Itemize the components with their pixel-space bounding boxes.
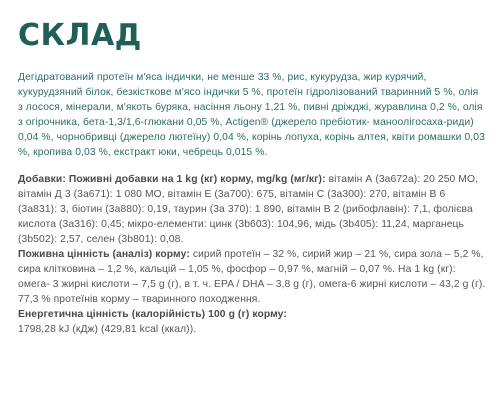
composition-title: СКЛАД <box>18 18 142 53</box>
energy-label: Енергетична цінність (калорійність) 100 g (г) корму: <box>18 309 287 320</box>
additives-label: Добавки: Поживні добавки на 1 kg (кг) корму, mg/kg (мг/кг): <box>18 174 326 185</box>
additives-paragraph <box>18 172 486 247</box>
additives-text: вітамін А (3а672а): 20 250 МО, вітамін Д 3 (3а671): 1 080 МО, вітамін Е (3а700): 675, вітамін С (3а300): 270, вітамін В 6 (3а831): 3, біотин (3а880): 0,19, таурин (3а 370): 1 890, вітамін В 2 (рибофлавін): 7,1, фолієва кислота (3а316): 0,45; мікро-елементи: цинк (3b603): 104,96, мідь (3b405): 11,24, марганець (3b502): 2,57, селен (3b801): 0,08. <box>18 174 479 245</box>
section-gap <box>18 160 486 172</box>
ingredients-text: Дегідратований протеїн м'яса індички, не менше 33 %, рис, кукурудза, жир курячий, кукурудзяний білок, безкісткове м'ясо індички 5 %, протеїн гідролізований тваринний 5 %, олія з лосося, мінерали, м'якоть буряка, насіння льону 1,21 %, пивні дріжджі, журавлина 0,2 %, олія з огірочника, бета-1,3/1,6-глюкани 0,05 %, Actigen® (джерело пребіотик- маноолігосаха-риди) 0,04 %, чорнобривці (джерело лютеїну) 0,04 %, корінь лопуха, корінь алтея, квіти ромашки 0,03 %, кропива 0,03 %, екстракт юки, чебрець 0,015 %. <box>18 72 485 158</box>
analysis-label: Поживна цінність (аналіз) корму: <box>18 249 190 260</box>
energy-value: 1798,28 kJ (кДж) (429,81 kcal (ккал)). <box>18 324 197 335</box>
analysis-text: сирий протеїн – 32 %, сирий жир – 21 %, сира зола – 5,2 %, сира клітковина – 1,2 %, кальцій – 1,05 %, фосфор – 0,97 %, магній – 0,07 %. На 1 kg (кг): омега- 3 жирні кислоти – 7,5 g (г), в т. ч. EPA / DHA – 3,8 g (г), омега-6 жирні кислоти – 43,2 g (г). <box>18 249 486 290</box>
protein-origin-note: 77,3 % протеїнів корму – тваринного походження. <box>18 294 261 305</box>
analysis-paragraph <box>18 247 486 292</box>
energy-label-line <box>18 307 486 322</box>
